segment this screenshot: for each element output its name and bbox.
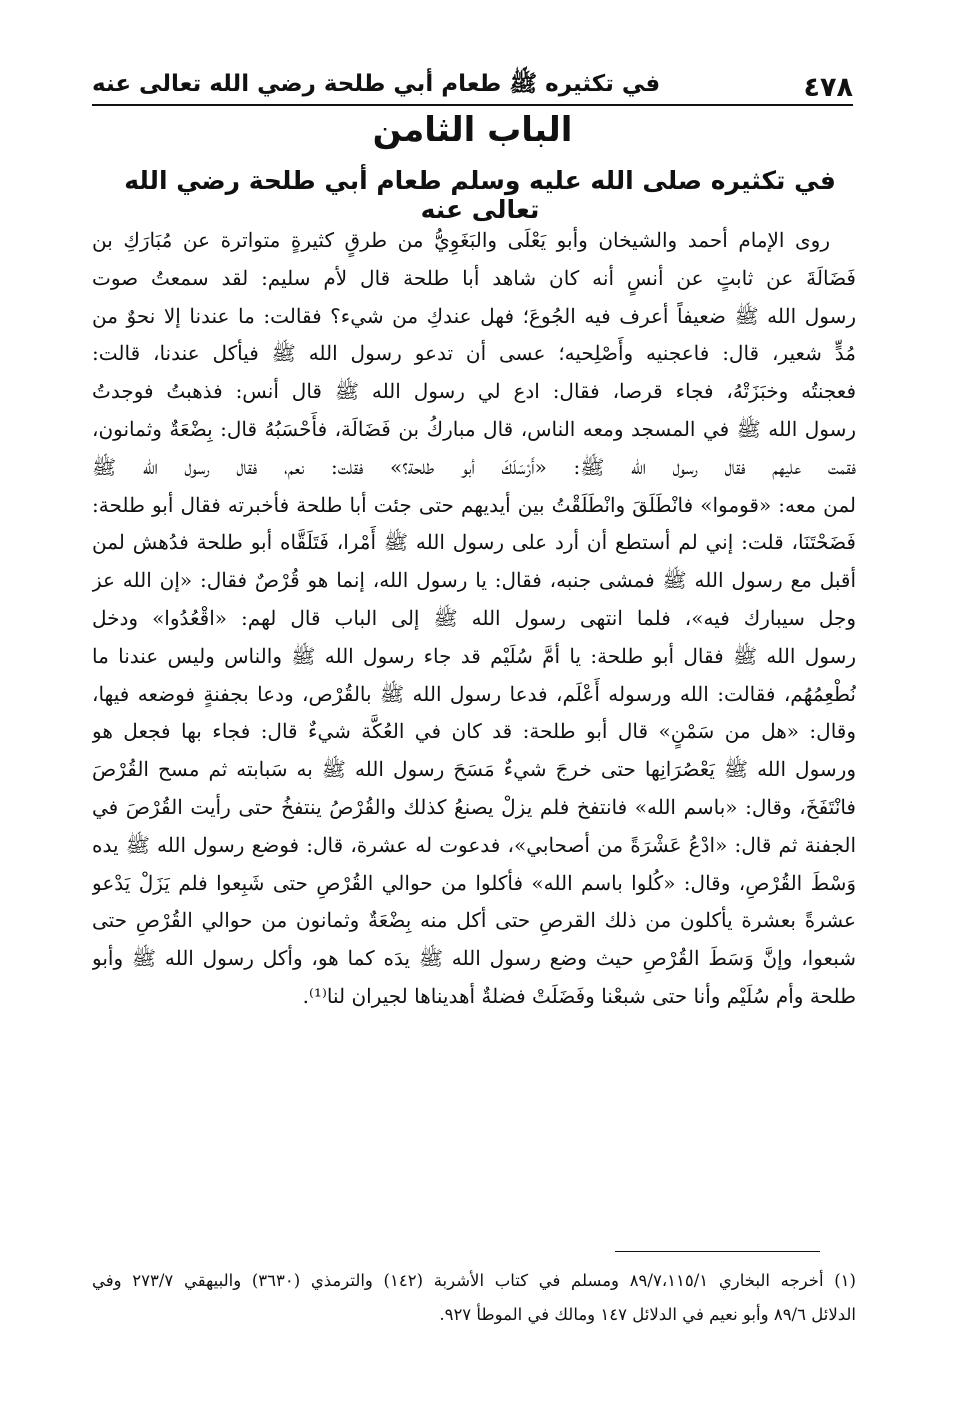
body-line: وَسْطَ القُرْصِ، وقال: «كُلوا باسم الله» فأكلوا من حوالي القُرْصِ حتى شَبِعوا فلم يَزَلْ يَدْعو	[92, 870, 856, 895]
footnote-line: (١) أخرجه البخاري ٨٩/٧،١١٥/١ ومسلم في كتاب الأشربة (١٤٢) والترمذي (٣٦٣٠) والبيهقي ٢٧٣/٧ وفي	[92, 1271, 856, 1290]
body-line: فعجنتُه وخبَزَتْهُ، فجاء قرصا، فقال: ادع لي رسول الله ﷺ قال أنس: فذهبتُ فوجدتُ	[92, 379, 856, 404]
body-line: الجفنة ثم قال: «ادْعُ عَشْرَةً من أصحابي»، فدعوت له عشرة، قال: فوضع رسول الله ﷺ يده	[92, 832, 856, 857]
body-line: شبعوا، وإنَّ وَسَطَ القُرْصِ حيث وضع رسول الله ﷺ يدَه كما هو، وأكل رسول الله ﷺ وأبو	[92, 946, 856, 971]
running-title: في تكثيره ﷺ طعام أبي طلحة رضي الله تعالى عنه	[92, 71, 661, 97]
body-line: أقبل مع رسول الله ﷺ فمشى جنبه، فقال: يا رسول الله، إنما هو قُرْصٌ فقال: «إن الله عز	[92, 568, 856, 593]
body-line: رسول الله ﷺ فقال أبو طلحة: يا أمَّ سُلَيْم قد جاء رسول الله ﷺ والناس وليس عندنا ما	[92, 643, 856, 668]
chapter-subtitle: في تكثيره صلى الله عليه وسلم طعام أبي طلحة رضي الله تعالى عنه	[124, 166, 836, 224]
body-line: رسول الله ﷺ في المسجد ومعه الناس، قال مباركُ بن فَضَالَة، فأَحْسَبُهُ قال: بِضْعَةٌ وثمانون،	[92, 416, 856, 441]
body-line: فَضَحْتَنَا، قلت: إني لم أستطع أن أرد على رسول الله ﷺ أَمْرا، فَتَلَقَّاه أبو طلحة فدُهش لمن	[92, 530, 856, 555]
body-line: نُطْعِمُهُم، فقالت: الله ورسوله أَعْلَم، فدعا رسول الله ﷺ بالقُرْص، ودعا بجفنةٍ فوضعه فيها،	[92, 681, 856, 706]
page-number: ٤٧٨	[803, 72, 853, 103]
footnote-line: الدلائل ٨٩/٦ وأبو نعيم في الدلائل ١٤٧ ومالك في الموطأ ٩٢٧.	[439, 1305, 856, 1324]
body-line: لمن معه: «قوموا» فانْطَلَقَ وانْطَلَقْتُ بين أيديهم حتى جئت أبا طلحة فأخبرته فقال أبو طلحة:	[92, 492, 856, 517]
body-line: فانْتَفَخَ، وقال: «باسم الله» فانتفخ فلم يزلْ يصنعُ كذلك والقُرْصُ ينتفخُ حتى رأيت القُرْصَ في	[92, 794, 856, 819]
body-line: فَضَالَةَ عن ثابتٍ عن أنسٍ أنه كان شاهد أبا طلحة قال لأم سليم: لقد سمعتُ صوت	[92, 265, 856, 290]
page-header	[92, 55, 853, 103]
body-text	[92, 222, 856, 1016]
body-line: عشرةً بعشرة يأكلون من ذلك القرصِ حتى أكل منه بِضْعَةٌ وثمانون من حوالي القُرْصِ حتى	[92, 908, 856, 933]
body-line: روى الإمام أحمد والشيخان وأبو يَعْلَى والبَغَوِيُّ من طرقٍ كثيرةٍ متواترة عن مُبَارَكِ بن	[92, 228, 830, 252]
body-line: ورسول الله ﷺ يَعْصُرَانِها حتى خرجَ شيءٌ مَسَحَ رسول الله ﷺ به سَبابته ثم مسح القُرْصَ	[92, 757, 856, 782]
header-rule	[92, 104, 853, 106]
body-line: وجل سيبارك فيه»، فلما انتهى رسول الله ﷺ إلى الباب قال لهم: «اقْعُدُوا» ودخل	[92, 605, 856, 630]
chapter-title: الباب الثامن	[372, 110, 573, 150]
body-line: رسول الله ﷺ ضعيفاً أعرف فيه الجُوعَ؛ فهل عندكِ من شيء؟ فقالت: ما عندنا إلا نحوٌ من	[92, 303, 856, 328]
footnote-rule	[615, 1251, 820, 1252]
body-line: طلحة وأم سُلَيْم وأنا حتى شبعْنا وفَضَلَتْ فضلةٌ أهديناها لجيران لنا⁽¹⁾.	[302, 983, 856, 1008]
body-line: فقمت عليهم فقال رسول الله ﷺ: «أَرْسَلَكَ أبو طلحة؟» فقلت: نعم، فقال رسول الله ﷺ	[92, 454, 856, 479]
footnotes	[92, 1264, 856, 1332]
body-line: مُدٍّ شعير، قال: فاعجنيه وأَصْلِحيه؛ عسى أن تدعو رسول الله ﷺ فيأكل عندنا، قالت:	[92, 341, 856, 366]
body-line: وقال: «هل من سَمْنٍ» قال أبو طلحة: قد كان في العُكَّة شيءٌ قال: فجاء بها فجعل هو	[92, 719, 856, 744]
